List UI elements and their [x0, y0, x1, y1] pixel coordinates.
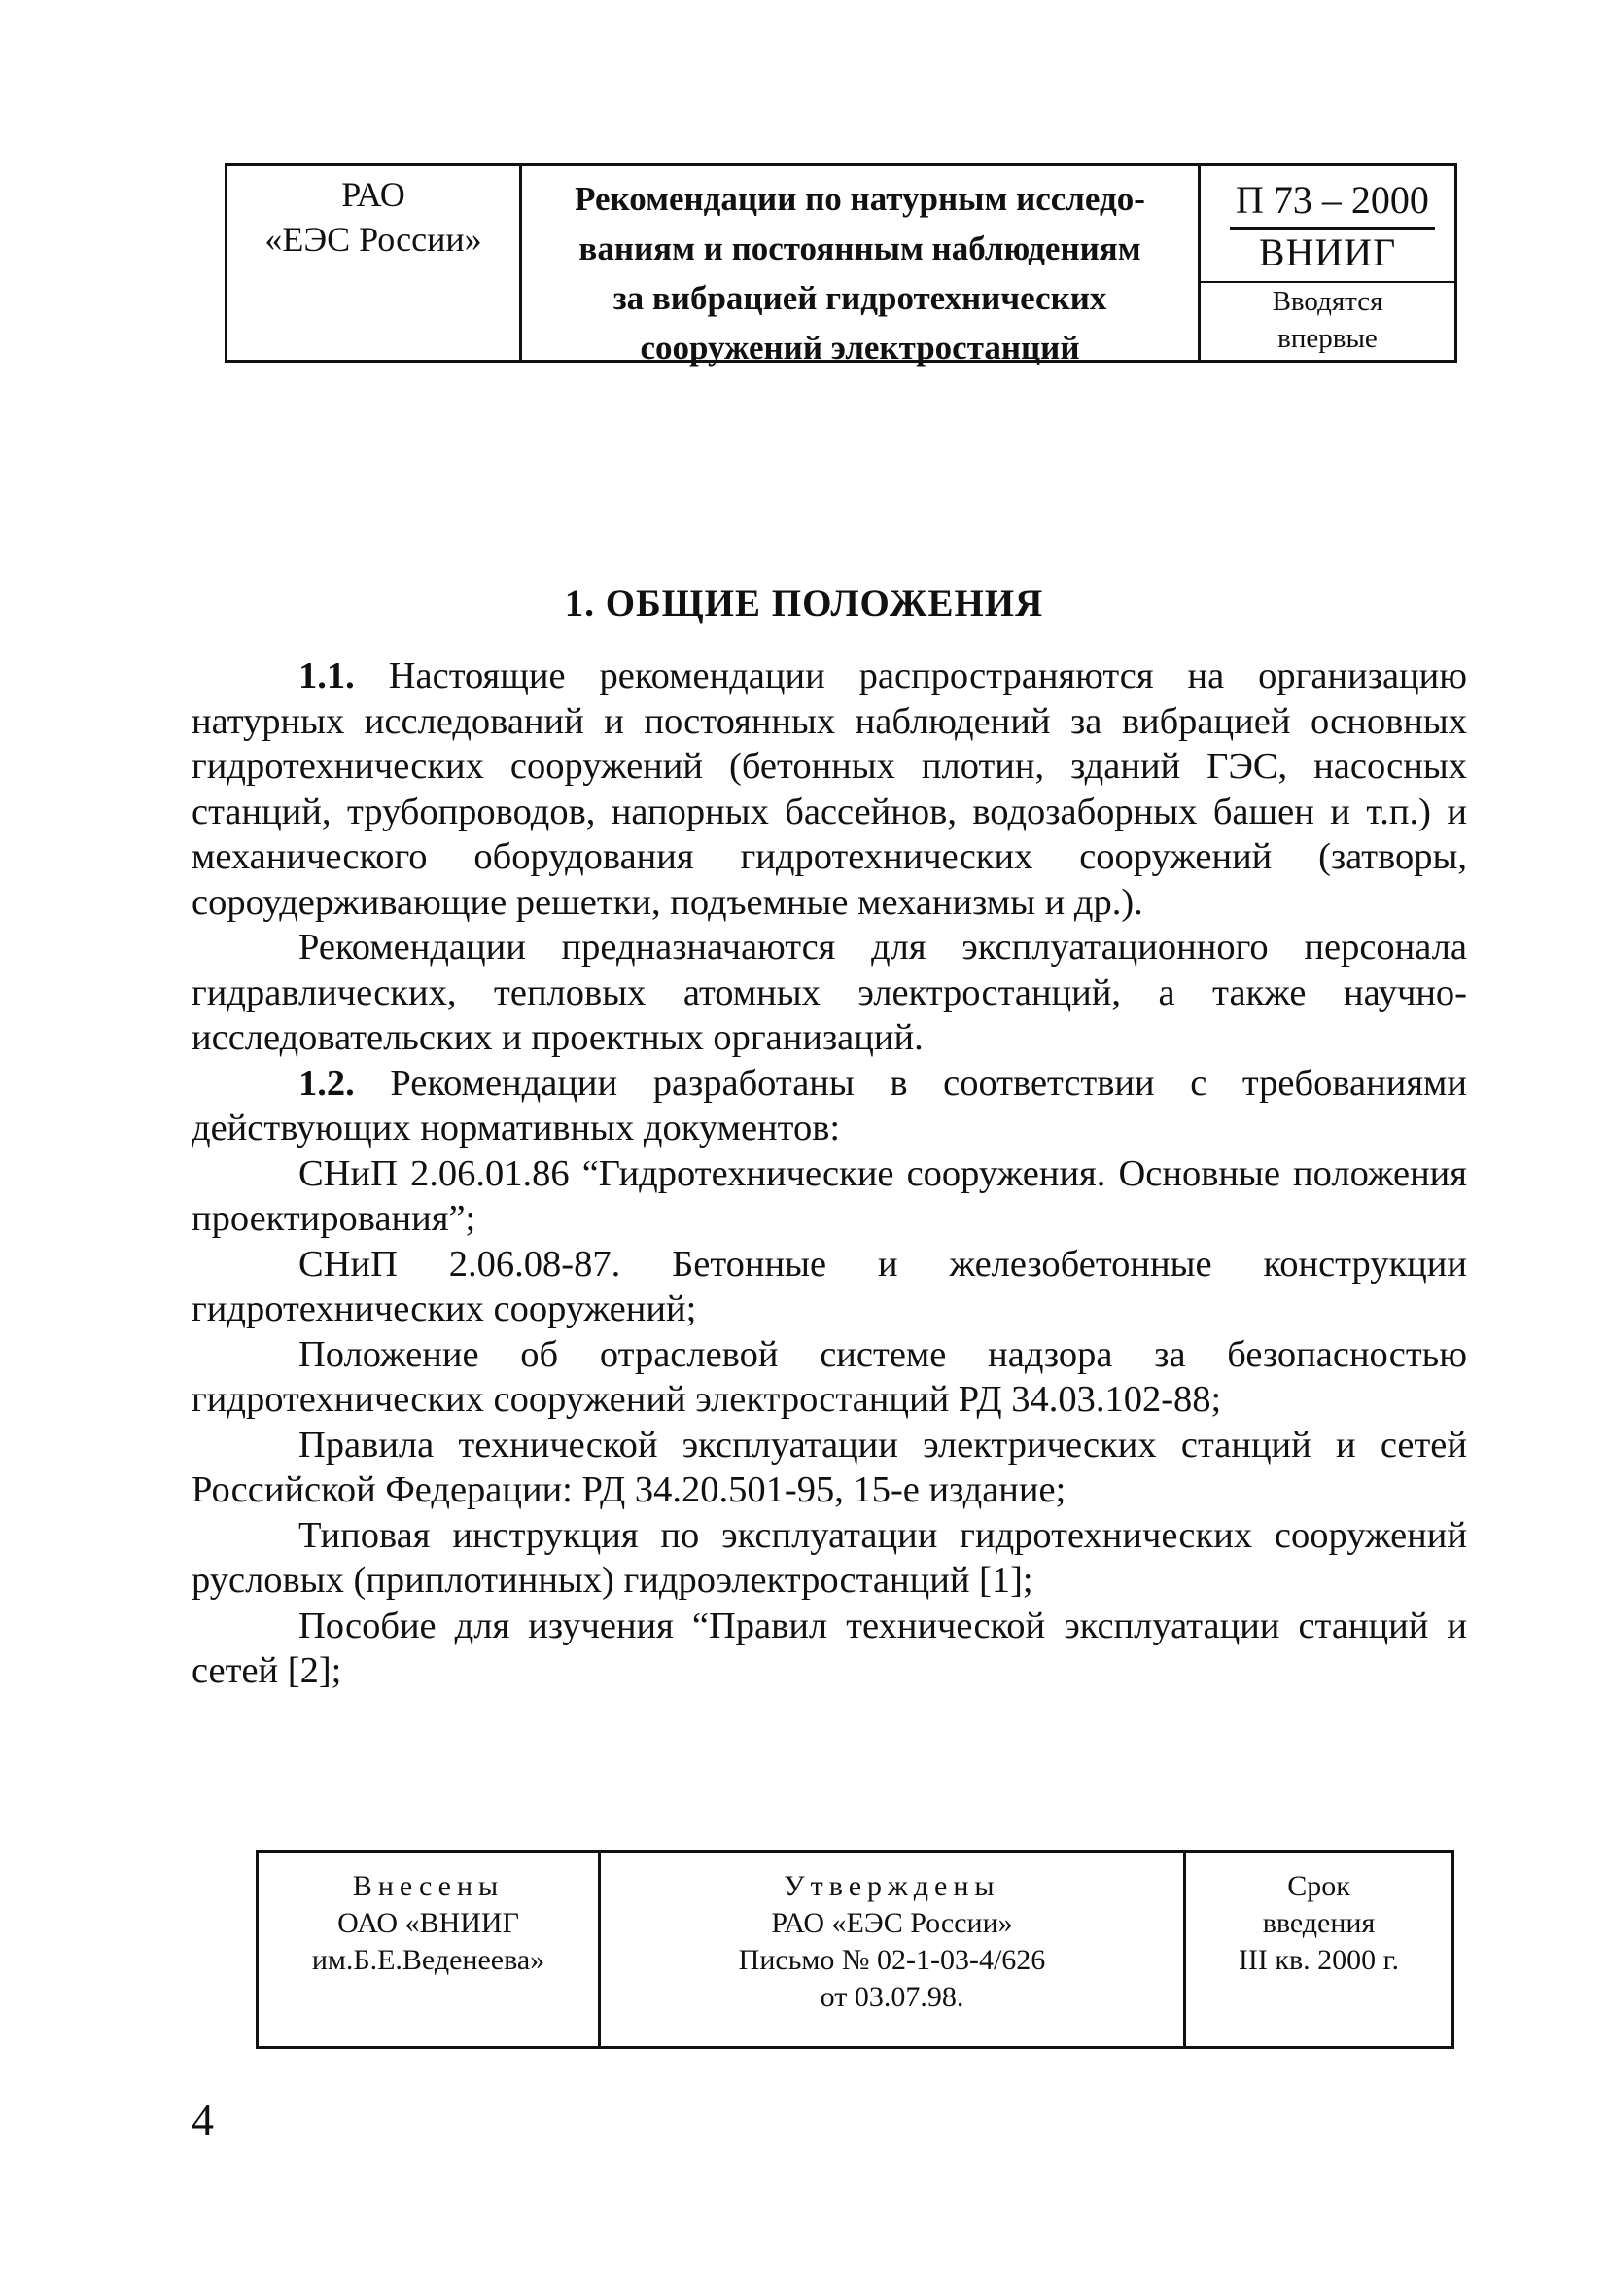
approved-date: от 03.07.98.	[820, 1981, 964, 2013]
clause-number-1-1: 1.1.	[298, 655, 355, 696]
section-title: 1. ОБЩИЕ ПОЛОЖЕНИЯ	[564, 583, 1044, 624]
approved-label: Утверждены	[784, 1870, 1000, 1902]
approved-letter: Письмо № 02-1-03-4/626	[738, 1944, 1046, 1976]
page-number: 4	[192, 2095, 214, 2144]
footer-table	[256, 1850, 1454, 2049]
clause-number-1-2: 1.2.	[298, 1062, 355, 1104]
document-title-line-1: Рекомендации по натурным исследо-	[575, 180, 1145, 218]
body-text	[192, 653, 1467, 1694]
header-code-cell	[1201, 166, 1454, 360]
paragraph-1-1	[192, 653, 1467, 925]
reference-rd-34-03-102: Положение об отраслевой системе надзора за безопасностью гидротехнических сооружений электростанций РД 34.03.102-88;	[192, 1333, 1467, 1420]
reference-manual: Пособие для изучения “Правил технической эксплуатации станций и сетей [2];	[192, 1605, 1467, 1691]
document-title-line-2: ваниям и постоянным наблюдениям	[578, 230, 1141, 267]
submitted-org-line-2: им.Б.Е.Веденеева»	[311, 1944, 545, 1976]
header-title-cell	[522, 166, 1201, 367]
developer-organization: ВНИИГ	[1258, 230, 1397, 274]
paragraph-1-2-text: Рекомендации разработаны в соответствии с требованиями действующих нормативных документов:	[192, 1062, 1467, 1148]
paragraph-audience: Рекомендации предназначаются для эксплуатационного персонала гидравлических, тепловых атомных электростанций, а также научно-исследовательских и проектных организаций.	[192, 927, 1467, 1058]
header-issuer-cell	[227, 166, 522, 360]
reference-rd-34-20-501: Правила технической эксплуатации электрических станций и сетей Российской Федерации: РД 34.20.501-95, 15-е издание;	[192, 1424, 1467, 1510]
paragraph-1-2	[192, 1061, 1467, 1151]
effective-label-line-2: введения	[1262, 1907, 1376, 1939]
submitted-label: Внесены	[352, 1870, 505, 1902]
introduction-line-1: Вводятся	[1272, 286, 1383, 317]
footer-effective-cell	[1186, 1853, 1451, 2046]
introduction-status	[1201, 283, 1454, 357]
issuer-line-1: РАО	[341, 175, 405, 214]
introduction-line-2: впервые	[1277, 323, 1378, 354]
effective-date: III кв. 2000 г.	[1238, 1944, 1400, 1976]
header-table	[225, 163, 1457, 367]
approved-org: РАО «ЕЭС России»	[771, 1907, 1013, 1939]
reference-snip-2-06-01: СНиП 2.06.01.86 “Гидротехнические сооружения. Основные положения проектирования”;	[192, 1152, 1467, 1239]
footer-submitted-cell	[259, 1853, 601, 2046]
reference-typical-instruction: Типовая инструкция по эксплуатации гидротехнических сооружений русловых (приплотинных) гидроэлектростанций [1];	[192, 1514, 1467, 1601]
issuer-line-2: «ЕЭС России»	[264, 220, 482, 259]
reference-snip-2-06-08: СНиП 2.06.08-87. Бетонные и железобетонные конструкции гидротехнических сооружений;	[192, 1243, 1467, 1329]
footer-approved-cell	[601, 1853, 1186, 2046]
submitted-org-line-1: ОАО «ВНИИГ	[337, 1907, 519, 1939]
document-code: П 73 – 2000	[1230, 176, 1435, 230]
effective-label-line-1: Срок	[1287, 1870, 1350, 1902]
paragraph-1-1-text: Настоящие рекомендации распространяются на организацию натурных исследований и постоянных наблюдений за вибрацией основных гидротехнических сооружений (бетонных плотин, зданий ГЭС, насосных станций, трубопроводов, напорных бассейнов, водозаборных башен и т.п.) и механического оборудования гидротехнических сооружений (затворы, сороудерживающие решетки, подъемные механизмы и др.).	[192, 655, 1467, 923]
document-title-line-4: сооружений электростанций	[640, 329, 1080, 367]
document-title-line-3: за вибрацией гидротехнических	[612, 279, 1107, 317]
